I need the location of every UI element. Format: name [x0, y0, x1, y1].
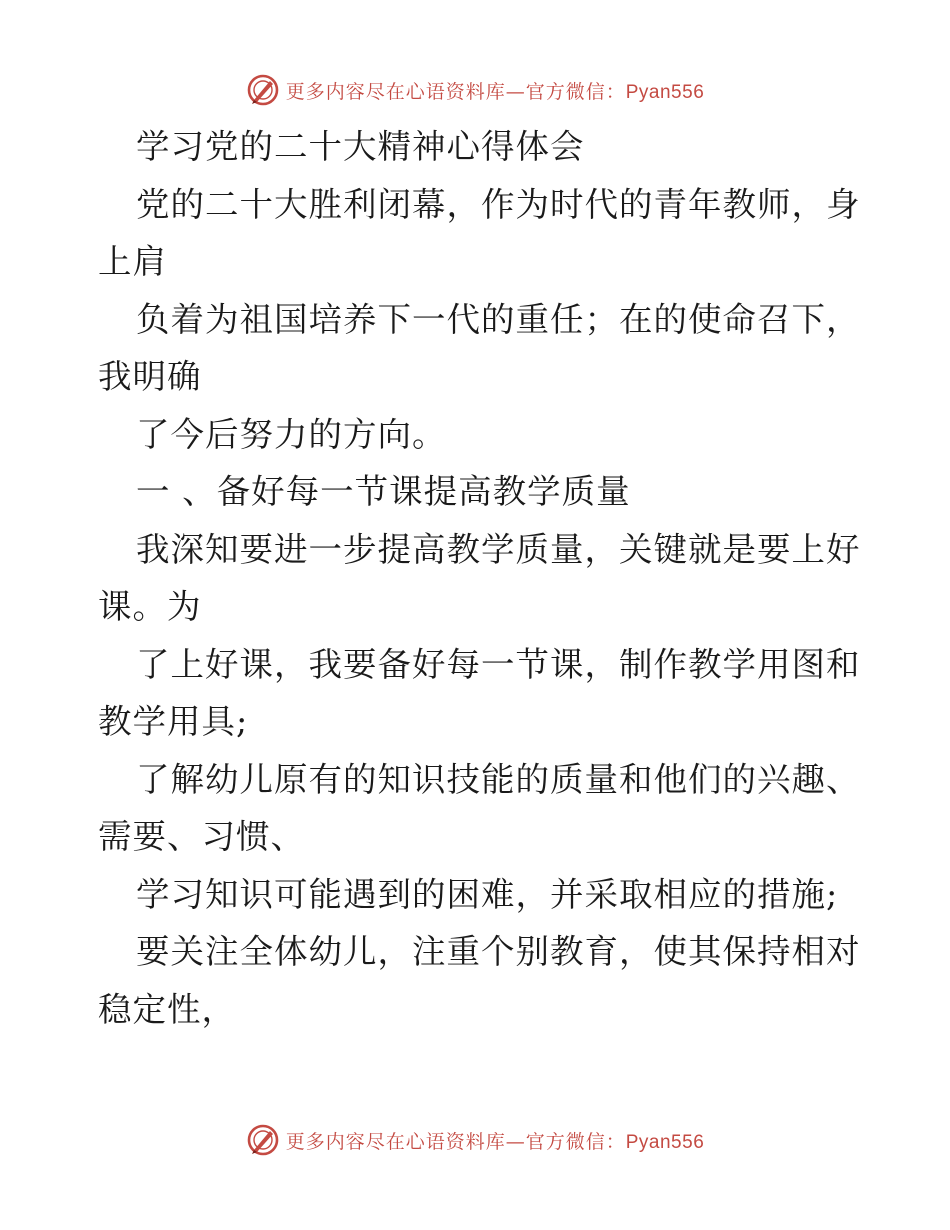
watermark-wechat-id: Pyan556: [625, 81, 705, 103]
watermark-site-text: 更多内容尽在心语资料库: [285, 1130, 506, 1153]
watermark-separator: —: [505, 1130, 526, 1153]
paragraph-line: 我深知要进一步提高教学质量，关键就是要上好: [136, 529, 861, 569]
paragraph-line: 需要、习惯、: [98, 817, 305, 856]
paragraph-line: 了今后努力的方向。: [136, 414, 447, 454]
pen-logo-icon: [246, 73, 280, 107]
paragraph-line: 学习知识可能遇到的困难，并采取相应的措施;: [136, 874, 839, 914]
document-title: 学习党的二十大精神心得体会: [136, 127, 585, 166]
paragraph-line: 了上好课，我要备好每一节课，制作教学用图和: [136, 644, 861, 684]
watermark-separator: —: [505, 80, 526, 103]
paragraph-line: 了解幼儿原有的知识技能的质量和他们的兴趣、: [136, 759, 861, 799]
section-heading: 一 、备好每一节课提高教学质量: [136, 472, 631, 511]
paragraph-line: 党的二十大胜利闭幕，作为时代的青年教师，身: [136, 184, 861, 224]
watermark-text: [286, 77, 705, 104]
watermark-site-text: 更多内容尽在心语资料库: [285, 80, 506, 103]
watermark-wechat-label: 官方微信：: [525, 80, 626, 103]
pen-logo-icon: [246, 1123, 280, 1157]
document-body: [98, 118, 868, 1038]
watermark-wechat-label: 官方微信：: [525, 1130, 626, 1153]
watermark-text: [286, 1127, 705, 1154]
watermark-wechat-id: Pyan556: [625, 1131, 705, 1153]
paragraph-line: 负着为祖国培养下一代的重任；在的使命召下，: [136, 299, 861, 339]
paragraph-line: 我明确: [98, 357, 202, 396]
paragraph-line: 上肩: [98, 242, 167, 281]
paragraph-line: 稳定性，: [98, 989, 236, 1029]
header-watermark: [0, 70, 950, 110]
paragraph-line: 要关注全体幼儿，注重个别教育，使其保持相对: [136, 932, 861, 971]
footer-watermark: [0, 1120, 950, 1160]
paragraph-line: 教学用具;: [98, 702, 249, 741]
paragraph-line: 课。为: [98, 587, 202, 626]
